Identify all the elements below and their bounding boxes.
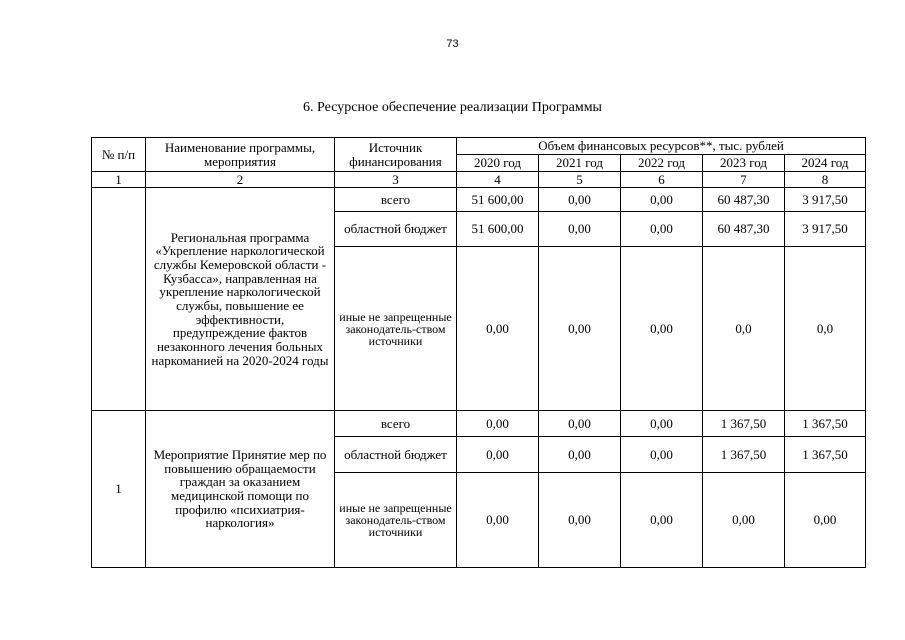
table-row <box>92 411 866 437</box>
column-number: 2 <box>146 172 335 188</box>
value-cell: 3 917,50 <box>785 188 866 212</box>
value-cell: 0,00 <box>457 437 539 473</box>
page-number: 73 <box>446 38 459 50</box>
funding-source: областной бюджет <box>335 212 457 247</box>
value-cell: 0,00 <box>621 212 703 247</box>
value-cell: 51 600,00 <box>457 212 539 247</box>
value-cell: 0,00 <box>539 212 621 247</box>
table-row <box>92 188 866 212</box>
resource-table <box>91 137 866 568</box>
column-number: 3 <box>335 172 457 188</box>
measure-name: Мероприятие Принятие мер по повышению обращаемости граждан за оказанием медицинской помощи по профилю «психиатрия-наркология» <box>146 411 335 568</box>
value-cell: 0,00 <box>621 473 703 568</box>
row-number: 1 <box>92 411 146 568</box>
value-cell: 0,00 <box>621 411 703 437</box>
header-year: 2020 год <box>457 155 539 172</box>
column-number: 6 <box>621 172 703 188</box>
value-cell: 0,00 <box>457 247 539 411</box>
header-name: Наименование программы, мероприятия <box>146 138 335 172</box>
value-cell: 0,00 <box>457 411 539 437</box>
column-number-row <box>92 172 866 188</box>
header-no: № п/п <box>92 138 146 172</box>
header-row-1 <box>92 138 866 155</box>
header-year: 2022 год <box>621 155 703 172</box>
value-cell: 1 367,50 <box>785 411 866 437</box>
funding-source: всего <box>335 188 457 212</box>
value-cell: 0,00 <box>539 188 621 212</box>
value-cell: 0,00 <box>703 473 785 568</box>
value-cell: 1 367,50 <box>703 437 785 473</box>
column-number: 7 <box>703 172 785 188</box>
value-cell: 0,00 <box>539 411 621 437</box>
column-number: 1 <box>92 172 146 188</box>
value-cell: 51 600,00 <box>457 188 539 212</box>
column-number: 4 <box>457 172 539 188</box>
funding-source: иные не запрещенные законодатель-ством источники <box>335 473 457 568</box>
value-cell: 0,00 <box>621 437 703 473</box>
value-cell: 60 487,30 <box>703 212 785 247</box>
value-cell: 0,00 <box>539 437 621 473</box>
funding-source: всего <box>335 411 457 437</box>
value-cell: 0,00 <box>621 188 703 212</box>
funding-source: областной бюджет <box>335 437 457 473</box>
column-number: 5 <box>539 172 621 188</box>
row-number <box>92 188 146 411</box>
value-cell: 0,00 <box>621 247 703 411</box>
column-number: 8 <box>785 172 866 188</box>
program-name: Региональная программа «Укрепление наркологической службы Кемеровской области - Кузбасса», направленная на укрепление наркологической службы, повышение ее эффективности, предупреждение фактов незаконного лечения больных наркоманией на 2020-2024 годы <box>146 188 335 411</box>
header-year: 2021 год <box>539 155 621 172</box>
value-cell: 60 487,30 <box>703 188 785 212</box>
value-cell: 3 917,50 <box>785 212 866 247</box>
section-title: 6. Ресурсное обеспечение реализации Программы <box>303 100 602 115</box>
header-source: Источник финансирования <box>335 138 457 172</box>
funding-source: иные не запрещенные законодатель-ством источники <box>335 247 457 411</box>
value-cell: 0,0 <box>703 247 785 411</box>
value-cell: 0,00 <box>785 473 866 568</box>
header-year: 2023 год <box>703 155 785 172</box>
value-cell: 1 367,50 <box>785 437 866 473</box>
value-cell: 0,0 <box>785 247 866 411</box>
header-year: 2024 год <box>785 155 866 172</box>
value-cell: 0,00 <box>539 247 621 411</box>
header-volume: Объем финансовых ресурсов**, тыс. рублей <box>457 138 866 155</box>
value-cell: 0,00 <box>457 473 539 568</box>
value-cell: 1 367,50 <box>703 411 785 437</box>
value-cell: 0,00 <box>539 473 621 568</box>
